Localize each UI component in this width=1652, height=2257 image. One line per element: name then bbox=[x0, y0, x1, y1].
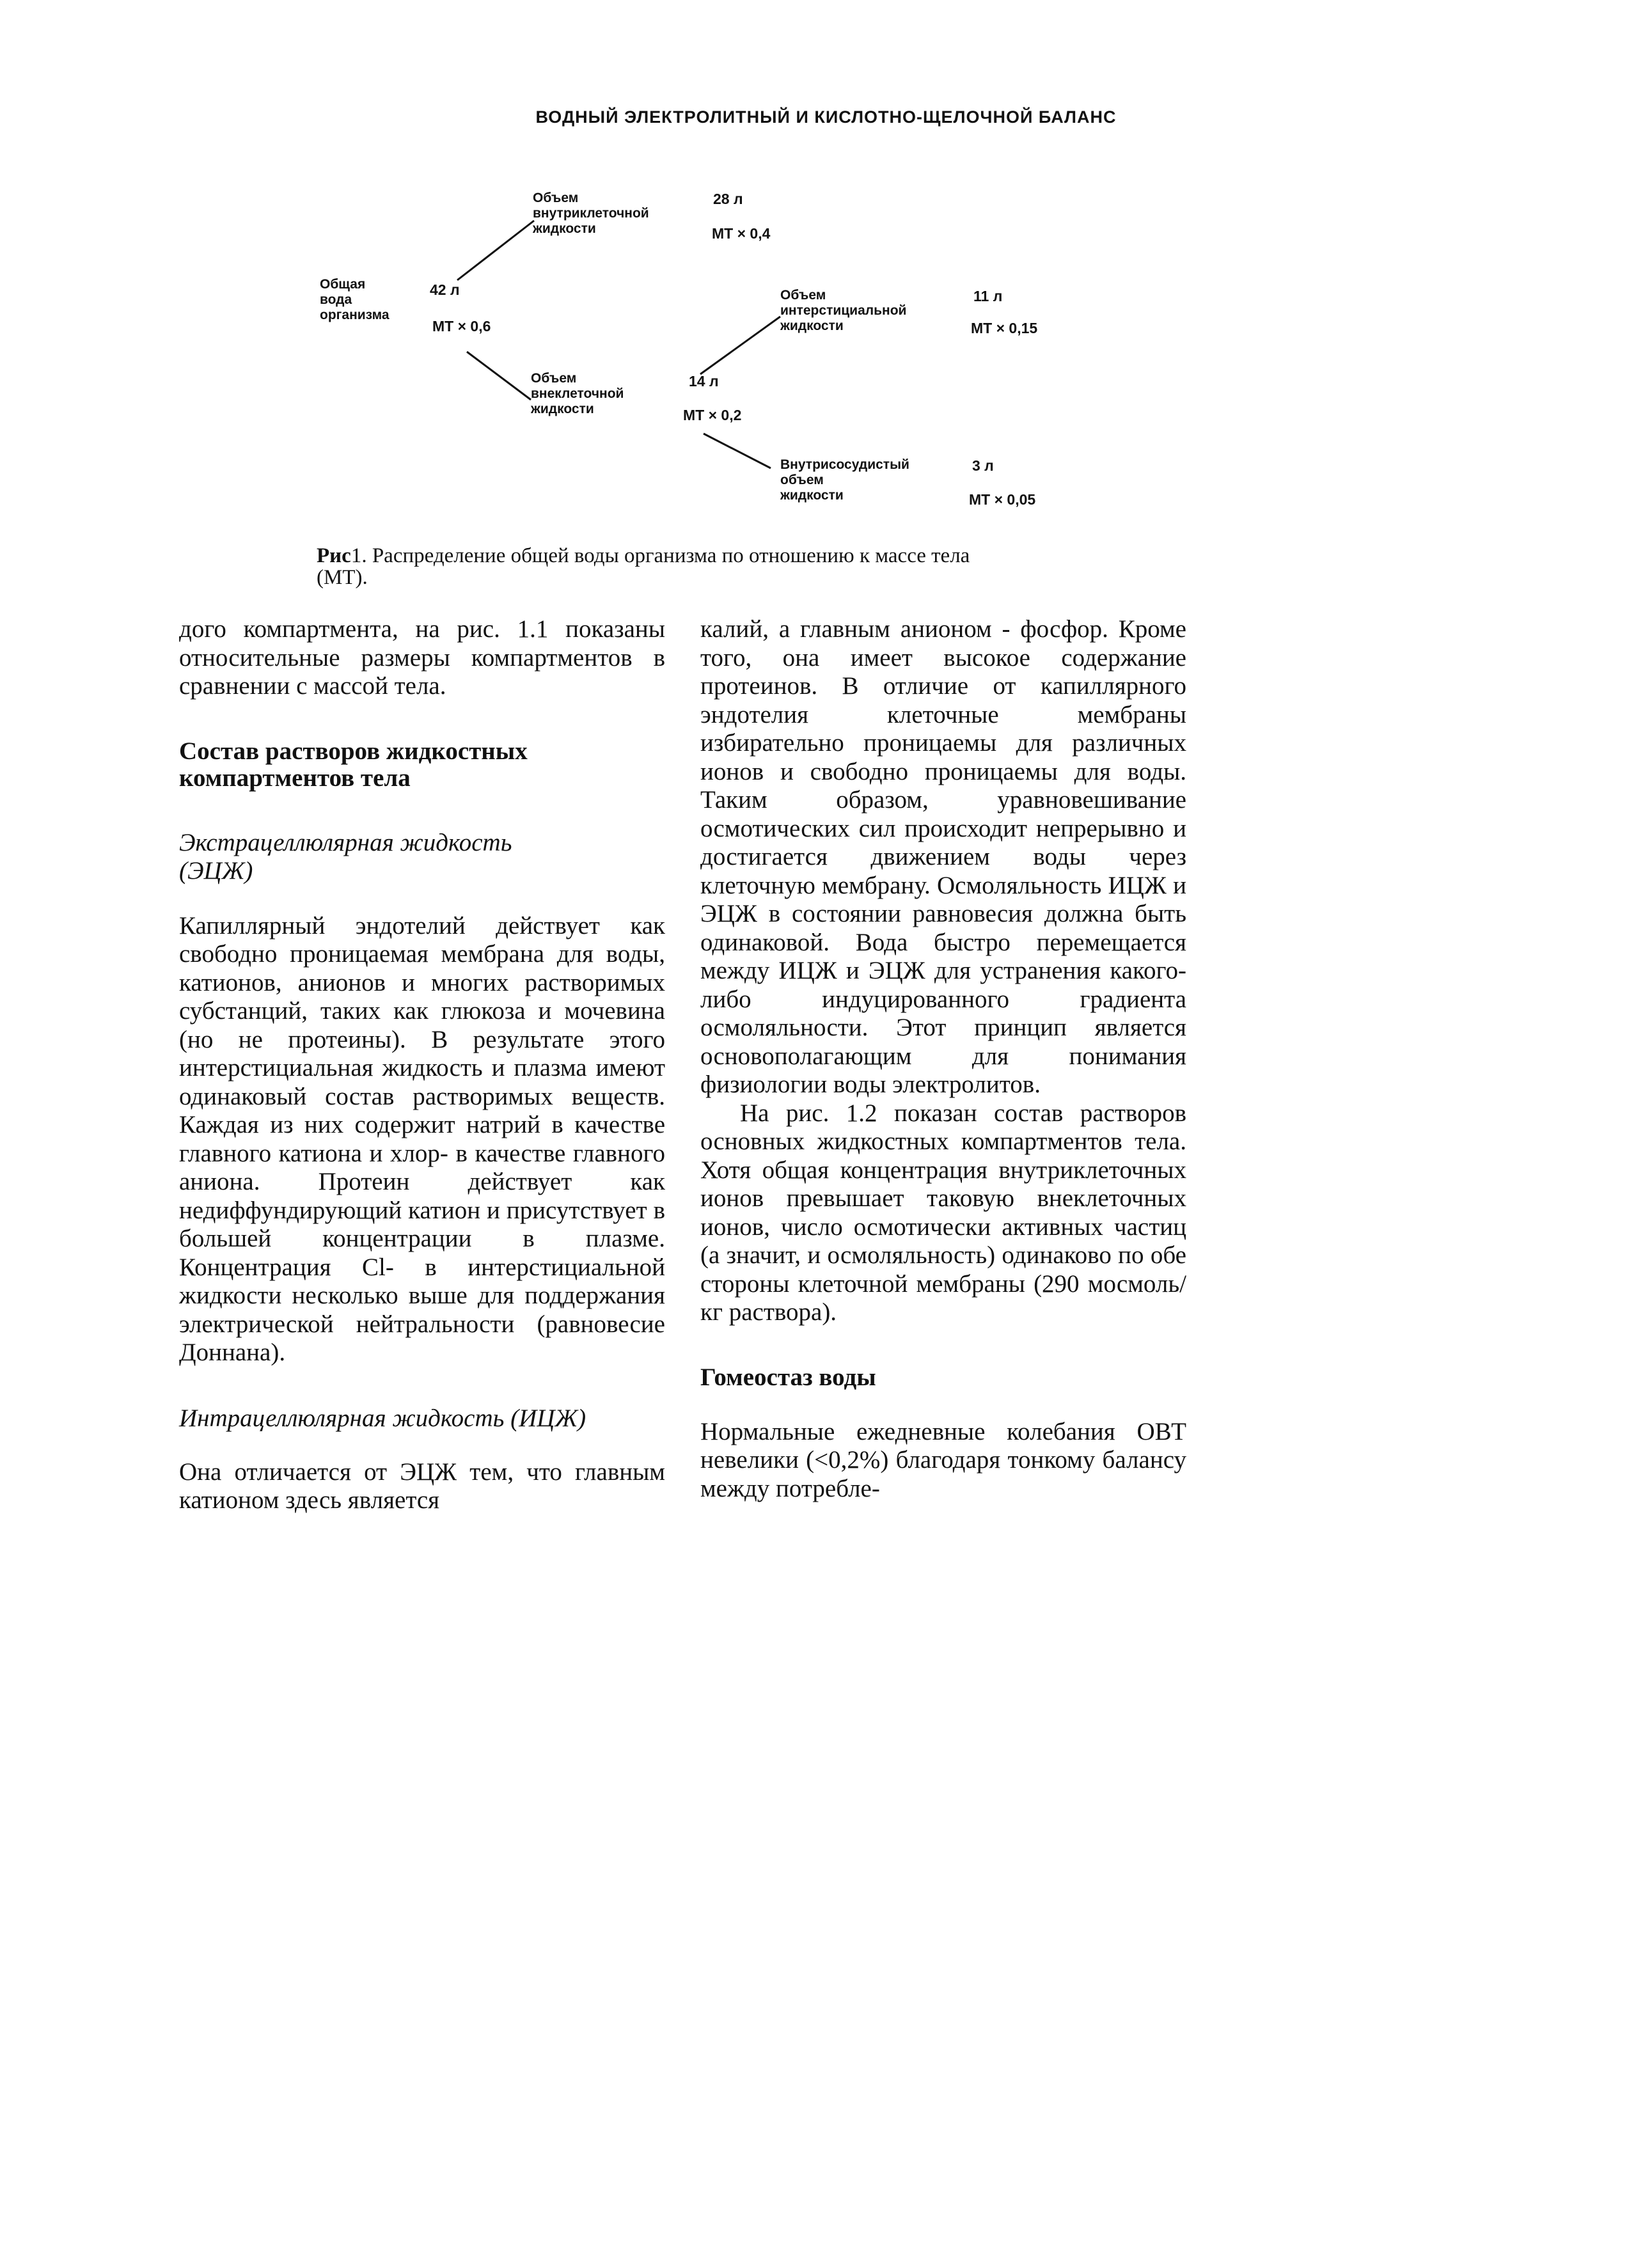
total-water-label: Общая вода организма bbox=[320, 277, 389, 322]
extracellular-label: Объем внеклеточной жидкости bbox=[531, 371, 624, 416]
intravascular-formula: МТ × 0,05 bbox=[969, 491, 1036, 508]
caption-number: 1 bbox=[350, 544, 362, 567]
caption-label: Рис bbox=[317, 544, 351, 567]
running-head: ВОДНЫЙ ЭЛЕКТРОЛИТНЫЙ И КИСЛОТНО-ЩЕЛОЧНОЙ БАЛАНС bbox=[535, 107, 1117, 127]
connector-extracellular-to-interstitial bbox=[700, 317, 780, 374]
intracellular-label: Объем внутриклеточной жидкости bbox=[533, 191, 649, 236]
intravascular-label: Внутрисосудистый объем жидкости bbox=[780, 457, 909, 503]
body-water-diagram bbox=[0, 0, 1652, 576]
left-column bbox=[179, 615, 665, 1515]
left-paragraph-3: Она отличается от ЭЦЖ тем, что главным катионом здесь является bbox=[179, 1458, 665, 1514]
right-paragraph-3: Нормальные ежедневные колебания ОВТ невелики (<0,2%) благодаря тонкому балансу между потребле- bbox=[700, 1417, 1186, 1502]
extracellular-formula: МТ × 0,2 bbox=[683, 407, 742, 423]
interstitial-formula: МТ × 0,15 bbox=[971, 320, 1038, 336]
intracellular-formula: МТ × 0,4 bbox=[712, 225, 771, 242]
total-water-formula: МТ × 0,6 bbox=[432, 318, 491, 334]
connector-total-to-extracellular bbox=[467, 352, 531, 400]
connector-extracellular-to-intravascular bbox=[704, 434, 771, 468]
intravascular-volume: 3 л bbox=[972, 457, 994, 474]
connector-total-to-intracellular bbox=[457, 221, 534, 280]
total-water-volume: 42 л bbox=[430, 281, 460, 298]
right-paragraph-1: калий, а главным анионом - фосфор. Кроме того, она имеет высокое содержание протеинов. В отличие от капиллярного эндотелия клеточные мембраны избирательно проницаемы для различных ионов и свободно проницаемы для воды. Таким образом, уравновешивание осмотических сил происходит непрерывно и достигается движением воды через клеточную мембрану. Осмоляльность ИЦЖ и ЭЦЖ в состоянии равновесия должна быть одинаковой. Вода быстро перемещается между ИЦЖ и ЭЦЖ для устранения какого-либо индуцированного градиента осмоляльности. Этот принцип является основополагающим для понимания физиологии воды электролитов. bbox=[700, 615, 1186, 1098]
left-paragraph-1: дого компартмента, на рис. 1.1 показаны относительные размеры компартментов в сравнении с массой тела. bbox=[179, 615, 665, 700]
extracellular-volume: 14 л bbox=[689, 373, 719, 389]
intracellular-volume: 28 л bbox=[713, 191, 743, 207]
caption-text: . Распределение общей воды организма по отношению к массе тела (МТ). bbox=[317, 544, 970, 589]
subheading-icf: Интрацеллюлярная жидкость (ИЦЖ) bbox=[179, 1404, 586, 1432]
figure-caption bbox=[317, 545, 1020, 588]
interstitial-label: Объем интерстициальной жидкости bbox=[780, 288, 907, 333]
section-heading-composition: Состав растворов жидкостных компартментов тела bbox=[179, 737, 528, 792]
left-paragraph-2: Капиллярный эндотелий действует как свободно проницаемая мембрана для воды, катионов, анионов и многих растворимых субстанций, таких как глюкоза и мочевина (но не протеины). В результате этого интерстициальная жидкость и плазма имеют одинаковый состав растворимых веществ. Каждая из них содержит натрий в качестве главного катиона и хлор- в качестве главного аниона. Протеин действует как недиффундирующий катион и присутствует в большей концентрации в плазме. Концентрация Cl- в интерстициальной жидкости несколько выше для поддержания электрической нейтральности (равновесие Доннана). bbox=[179, 911, 665, 1366]
right-column bbox=[700, 615, 1186, 1503]
section-heading-homeostasis: Гомеостаз воды bbox=[700, 1363, 876, 1391]
right-paragraph-2: На рис. 1.2 показан состав растворов основных жидкостных компартментов тела. Хотя общая концентрация внутриклеточных ионов превышает таковую внеклеточных ионов, число осмотически активных частиц (а значит, и осмоляльность) одинаково по обе стороны клеточной мембраны (290 мосмоль/кг раствора). bbox=[700, 1099, 1186, 1326]
subheading-ecf: Экстрацеллюлярная жидкость (ЭЦЖ) bbox=[179, 828, 512, 885]
interstitial-volume: 11 л bbox=[973, 288, 1003, 304]
